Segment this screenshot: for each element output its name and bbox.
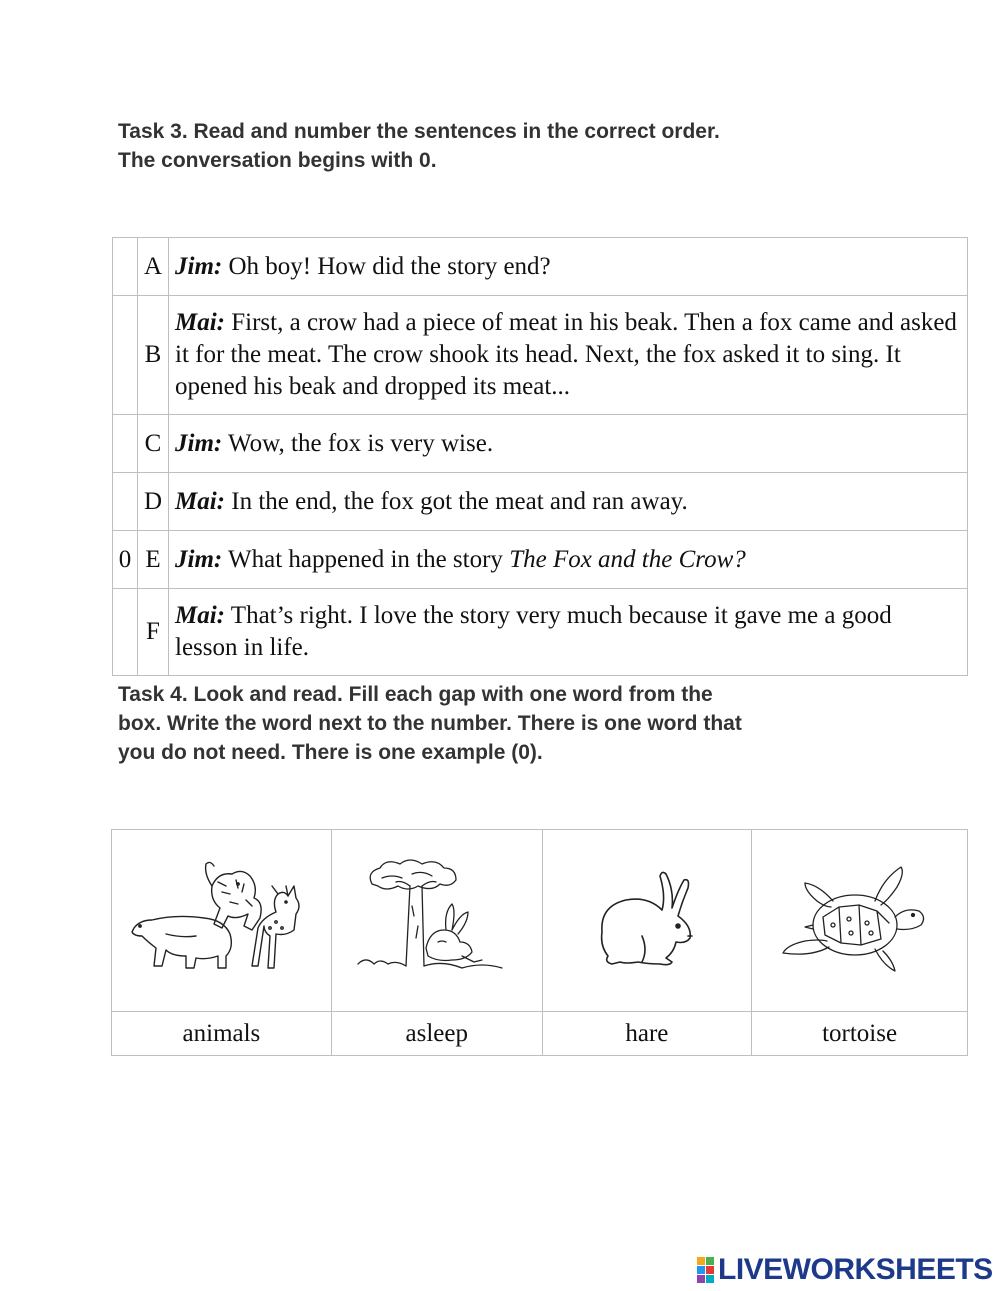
sentence-letter: D xyxy=(138,473,169,531)
task3-heading-line1: Task 3. Read and number the sentences in the correct order. xyxy=(118,120,720,143)
task4-heading xyxy=(118,680,742,767)
conversation-row-b xyxy=(113,296,968,415)
logo-square xyxy=(697,1275,705,1283)
tortoise-picture-cell xyxy=(752,830,968,1012)
task4-heading-line1: Task 4. Look and read. Fill each gap with one word from the xyxy=(118,683,713,706)
task3-heading-line2: The conversation begins with 0. xyxy=(118,149,437,172)
animals-picture-cell xyxy=(112,830,332,1012)
order-number-cell[interactable] xyxy=(113,238,138,296)
sentence-letter: C xyxy=(138,415,169,473)
logo-square xyxy=(697,1257,705,1265)
speaker-name: Mai: xyxy=(175,309,225,336)
liveworksheets-logo xyxy=(697,1253,993,1287)
word-label-tortoise: tortoise xyxy=(752,1012,968,1056)
speaker-name: Jim: xyxy=(175,429,223,457)
word-label-animals: animals xyxy=(112,1012,332,1056)
logo-square xyxy=(706,1275,714,1283)
sentence-text xyxy=(169,531,968,589)
word-label-hare: hare xyxy=(542,1012,752,1056)
speaker-name: Mai: xyxy=(175,602,225,629)
sentence-letter: A xyxy=(138,238,169,296)
conversation-table xyxy=(112,237,968,676)
order-number-cell: 0 xyxy=(113,531,138,589)
sentence-text xyxy=(169,415,968,473)
sea-turtle-icon xyxy=(775,861,945,981)
conversation-row-d xyxy=(113,473,968,531)
sentence-letter: F xyxy=(138,589,169,676)
hare-icon xyxy=(582,866,712,976)
word-pictures-row xyxy=(112,830,968,1012)
speaker-name: Jim: xyxy=(175,252,223,280)
sentence-text xyxy=(169,589,968,676)
word-labels-row xyxy=(112,1012,968,1056)
sentence-body: Oh boy! How did the story end? xyxy=(222,252,551,280)
sentence-letter: E xyxy=(138,531,169,589)
logo-square xyxy=(706,1266,714,1274)
speaker-name: Jim: xyxy=(175,545,223,573)
task4-heading-line2: box. Write the word next to the number. There is one word that xyxy=(118,712,742,735)
sentence-body: That’s right. I love the story very much because it gave me a good lesson in life. xyxy=(175,602,892,661)
sentence-text xyxy=(169,473,968,531)
order-number-cell[interactable] xyxy=(113,473,138,531)
order-number-cell[interactable] xyxy=(113,589,138,676)
word-box-table xyxy=(111,829,968,1056)
sentence-letter: B xyxy=(138,296,169,415)
hare-picture-cell xyxy=(542,830,752,1012)
asleep-picture-cell xyxy=(331,830,542,1012)
sleeping-hare-under-tree-icon xyxy=(352,856,522,986)
animals-illustration-icon xyxy=(126,856,316,986)
speaker-name: Mai: xyxy=(175,487,225,515)
sentence-text xyxy=(169,238,968,296)
logo-square xyxy=(706,1257,714,1265)
logo-square xyxy=(697,1266,705,1274)
conversation-row-e xyxy=(113,531,968,589)
conversation-row-c xyxy=(113,415,968,473)
order-number-cell[interactable] xyxy=(113,415,138,473)
liveworksheets-logo-mark-icon xyxy=(697,1257,714,1283)
liveworksheets-logo-text: LIVEWORKSHEETS xyxy=(718,1253,993,1286)
sentence-body: In the end, the fox got the meat and ran away. xyxy=(225,487,688,515)
task4-heading-line3: you do not need. There is one example (0). xyxy=(118,741,543,764)
word-label-asleep: asleep xyxy=(331,1012,542,1056)
sentence-text xyxy=(169,296,968,415)
conversation-row-a xyxy=(113,238,968,296)
sentence-body: What happened in the story xyxy=(222,545,510,573)
sentence-body: Wow, the fox is very wise. xyxy=(222,429,494,457)
order-number-cell[interactable] xyxy=(113,296,138,415)
conversation-row-f xyxy=(113,589,968,676)
task3-heading xyxy=(118,117,720,175)
story-title: The Fox and the Crow? xyxy=(509,545,746,573)
sentence-body: First, a crow had a piece of meat in his beak. Then a fox came and asked it for the meat. The crow shook its head. Next, the fox asked it to sing. It opened his beak and dropped its meat... xyxy=(175,309,957,400)
